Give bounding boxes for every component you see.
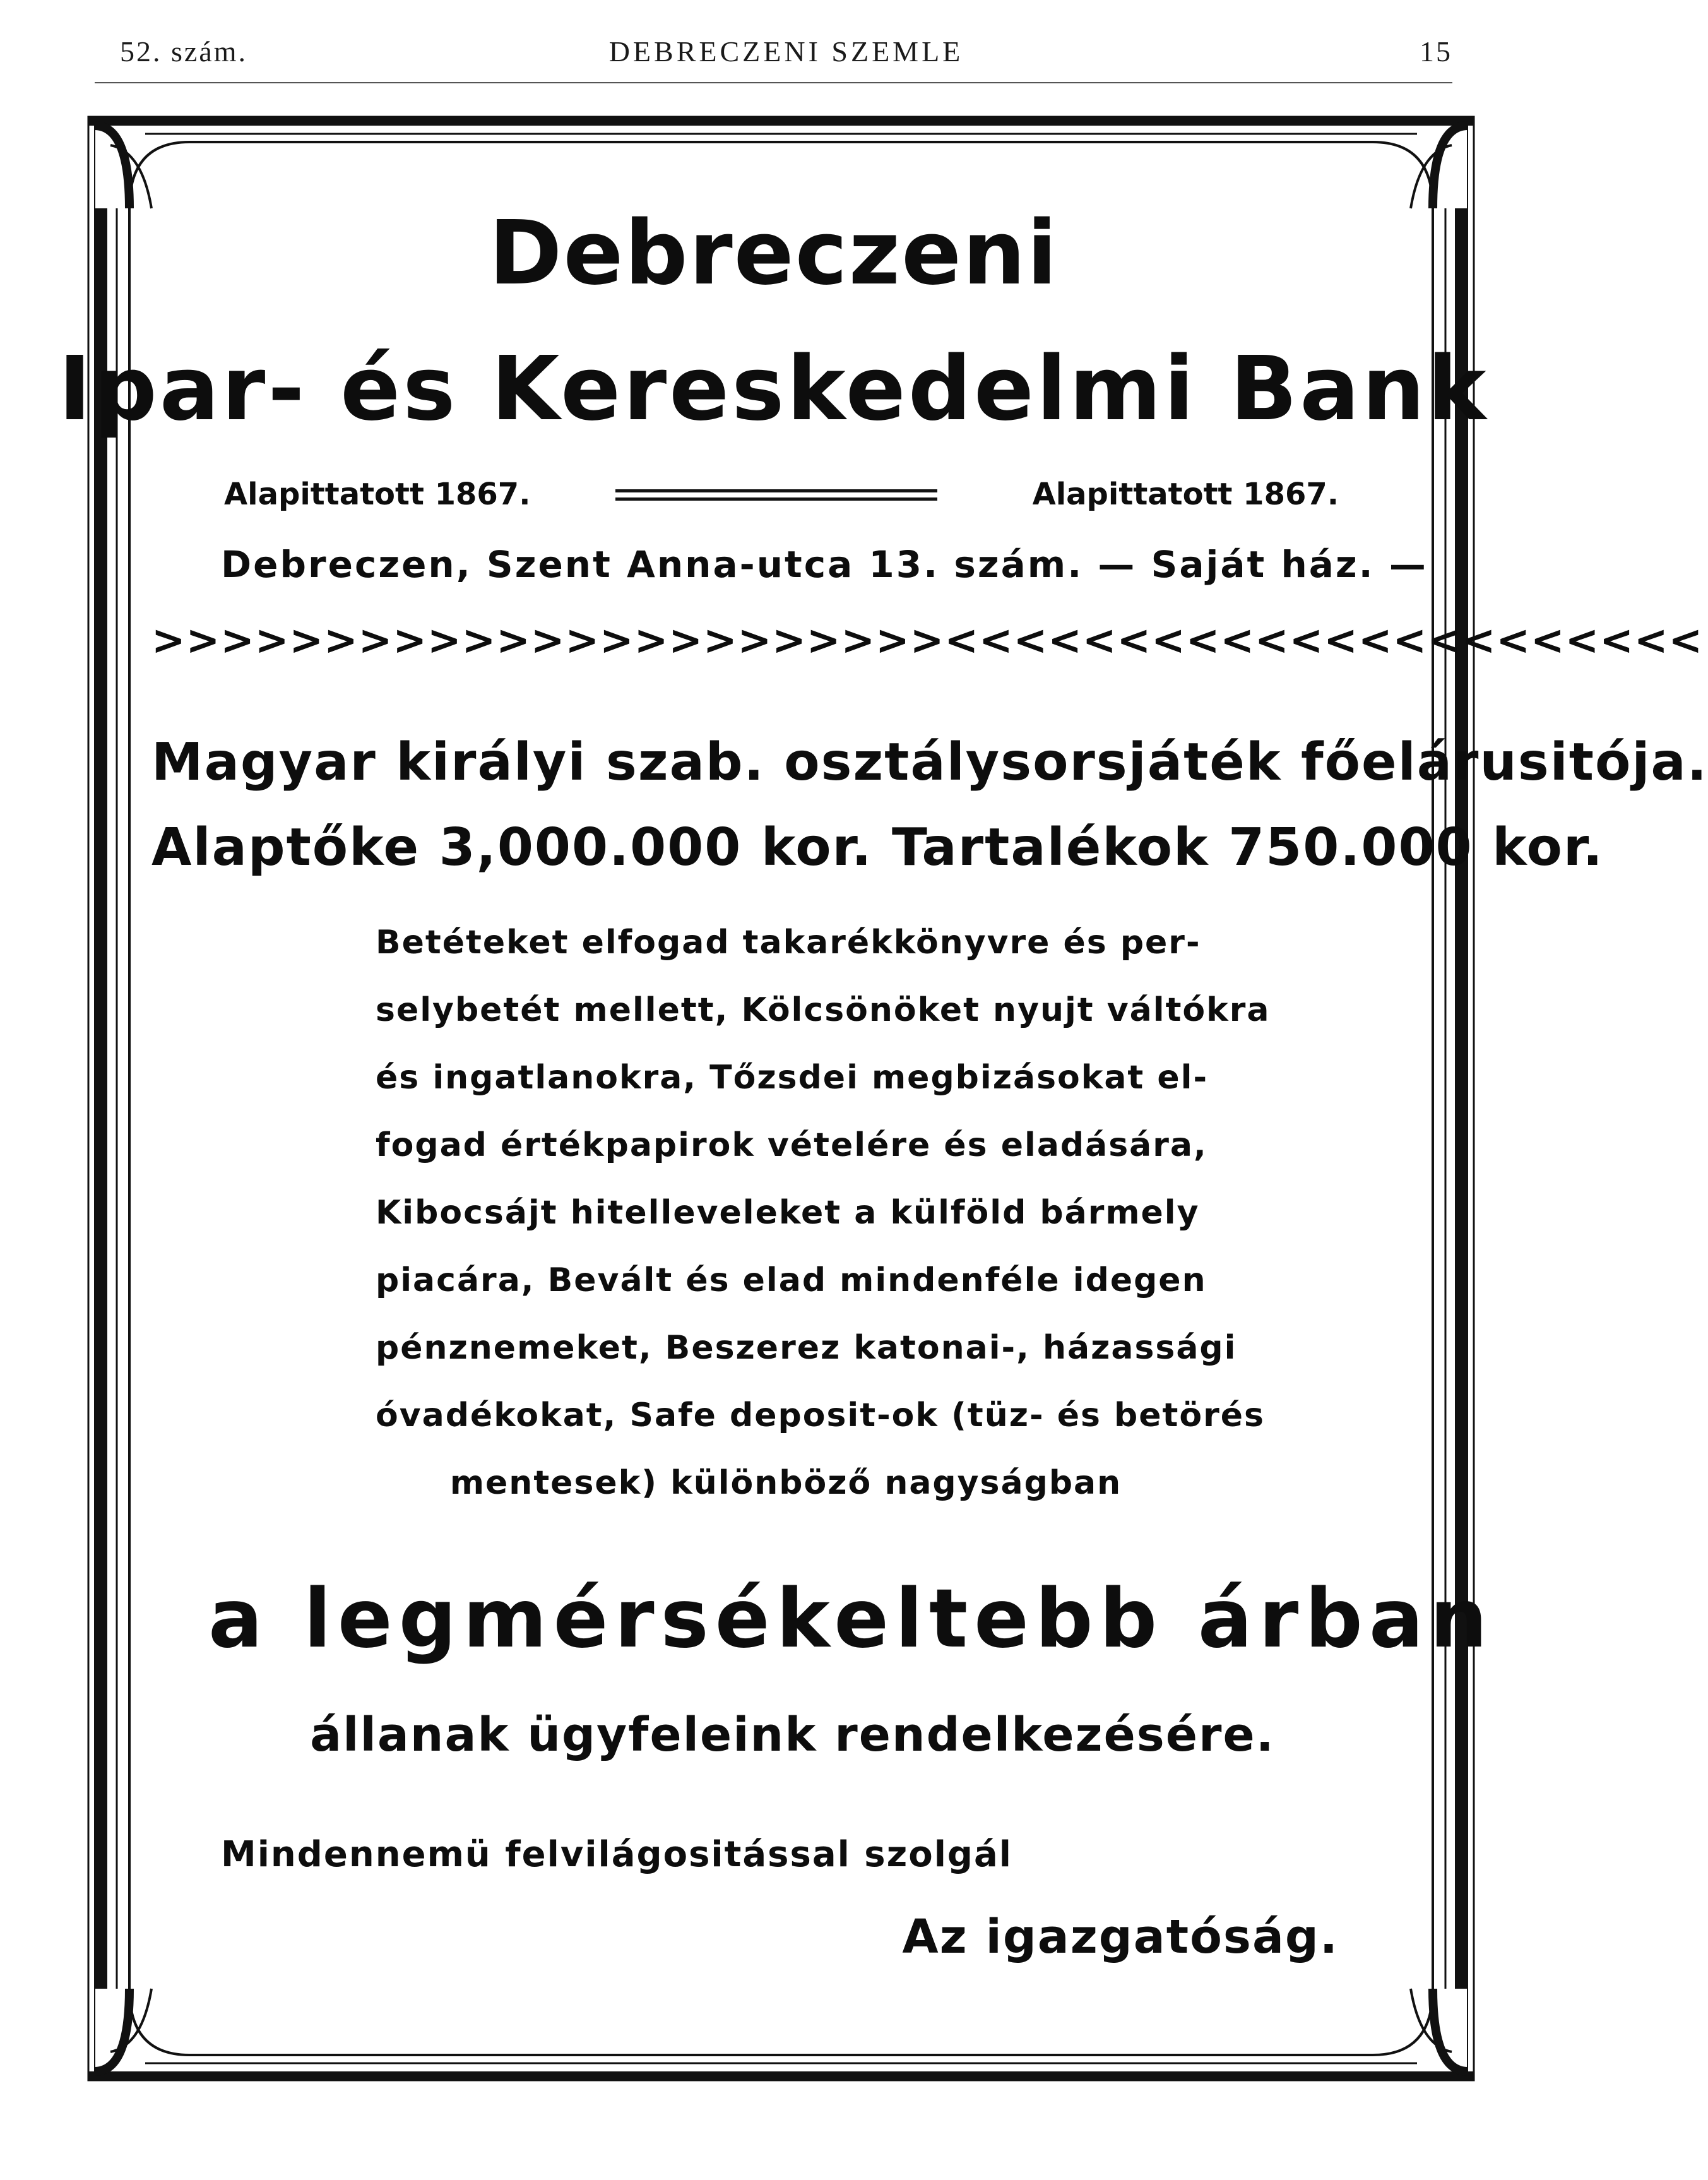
founded-right: Alapittatott 1867.	[1032, 477, 1339, 512]
services-line: Betéteket elfogad takarékkönyvre és per-	[376, 924, 1201, 962]
services-line: fogad értékpapirok vételére és eladására,	[376, 1126, 1207, 1164]
chevron-ornament: >>>>>>>>>>>>>>>>>>>>>>><<<<<<<<<<<<<<<<<<<<<<	[151, 617, 1704, 664]
services-line: piacára, Bevált és elad mindenféle idegen	[376, 1261, 1207, 1299]
issue-number: 52. szám.	[120, 35, 248, 68]
page-number: 15	[1420, 35, 1452, 68]
bank-address: Debreczen, Szent Anna-utca 13. szám. — Saját ház. —	[221, 543, 1428, 586]
services-line: selybetét mellett, Kölcsönöket nyujt váltókra	[376, 991, 1271, 1029]
founded-double-rule	[615, 489, 937, 501]
journal-title: DEBRECZENI SZEMLE	[608, 35, 964, 68]
services-paragraph	[376, 909, 1271, 1517]
services-line: mentesek) különböző nagyságban	[449, 1464, 1122, 1502]
info-line: Mindennemü felvilágositással szolgál	[221, 1834, 1012, 1875]
services-line: pénznemeket, Beszerez katonai-, házassági	[376, 1329, 1237, 1367]
signature: Az igazgatóság.	[902, 1910, 1339, 1964]
bank-name-line1: Debreczeni	[489, 202, 1059, 305]
services-line: és ingatlanokra, Tőzsdei megbizásokat el-	[376, 1059, 1209, 1097]
founded-left: Alapittatott 1867.	[224, 477, 531, 512]
price-line: a legmérsékeltebb árban	[208, 1572, 1494, 1666]
capital-line: Alaptőke 3,000.000 kor. Tartalékok 750.000 kor.	[151, 818, 1604, 878]
disposal-line: állanak ügyfeleink rendelkezésére.	[310, 1708, 1275, 1762]
bank-name-line2: Ipar- és Kereskedelmi Bank	[58, 338, 1489, 441]
services-line: óvadékokat, Safe deposit-ok (tüz- és betörés	[376, 1397, 1265, 1434]
lottery-line: Magyar királyi szab. osztálysorsjáték főelárusitója.	[151, 732, 1708, 792]
services-line: Kibocsájt hitelleveleket a külföld bármely	[376, 1194, 1200, 1232]
